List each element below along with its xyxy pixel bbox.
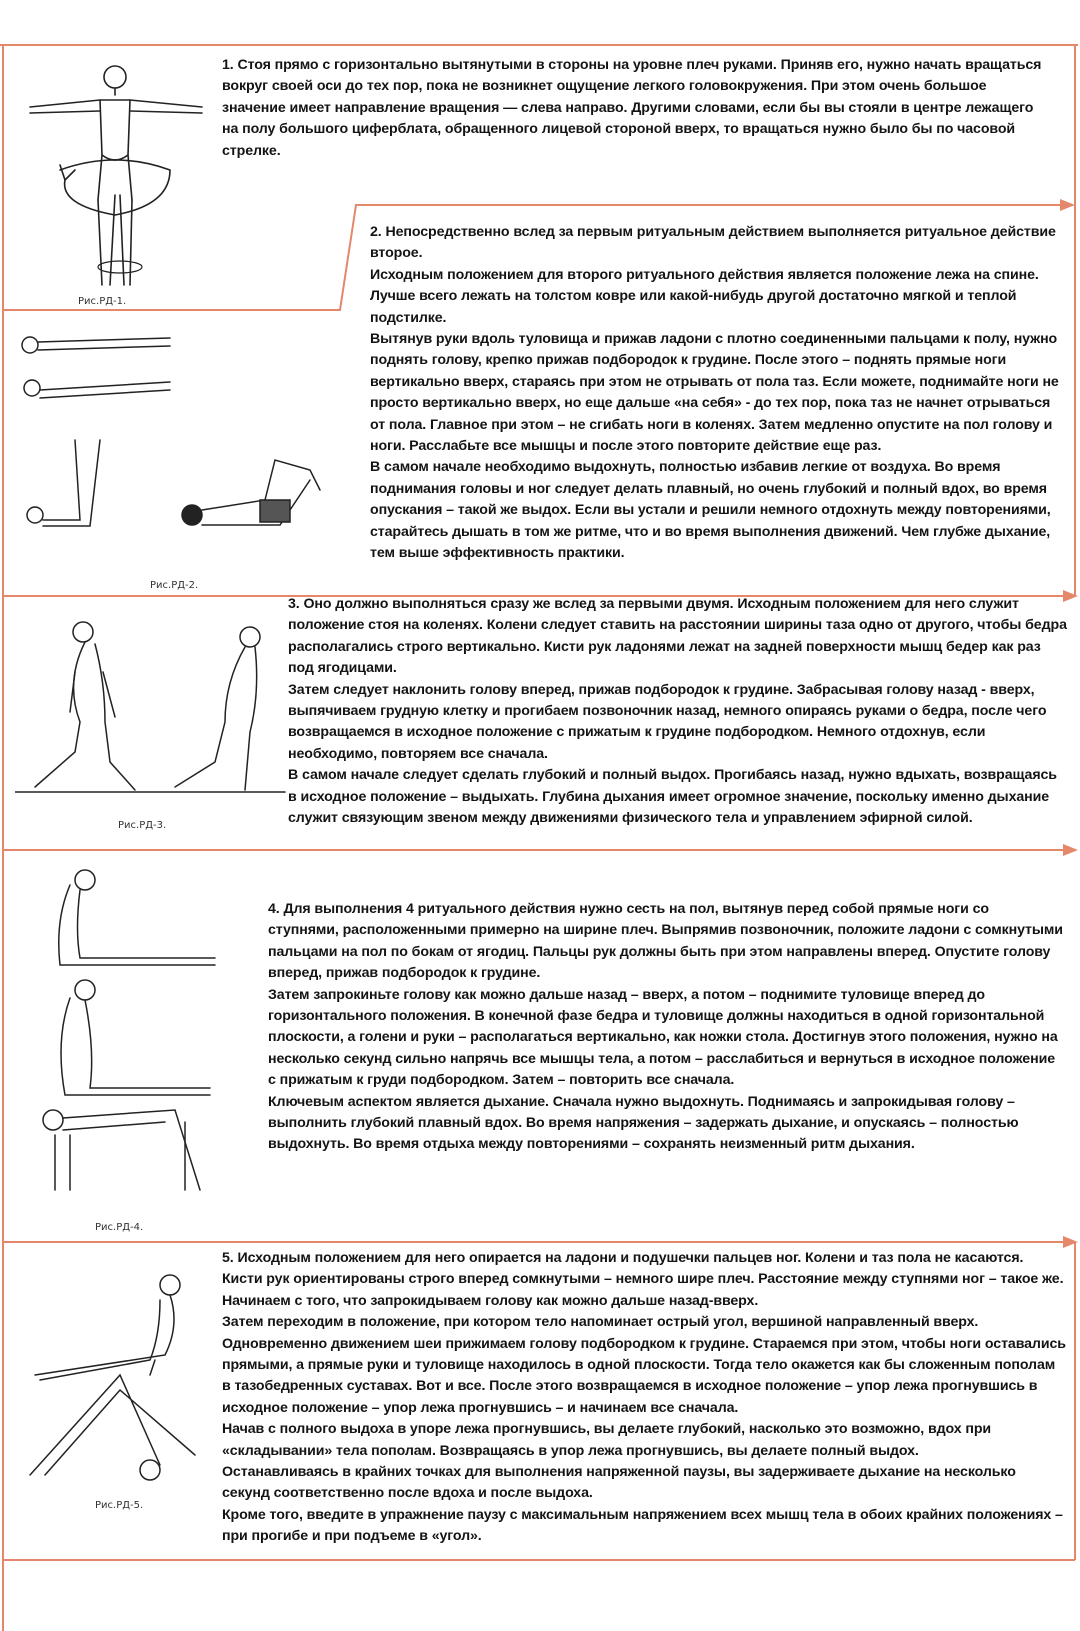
paragraph: 2. Непосредственно вслед за первым ритуальным действием выполняется ритуальное действие второе.: [370, 224, 1056, 262]
figure-table-pose: [25, 860, 225, 1200]
section-text: [222, 1248, 1067, 1548]
paragraph: Вытянув руки вдоль туловища и прижав ладони с плотно соединенными пальцами к полу, нужно поднять голову, крепко прижав подбородок к грудине. После этого – поднять прямые ноги вертикально вверх, стараясь при этом не отрывать от пола таз. Если можете, поднимайте ноги не просто вертикально вверх, но еще дальше «на себя» - до тех пор, пока таз не начнет отрываться от пола. Главное при этом – не сгибать ноги в коленях. Затем медленно опустите на пол голову и ноги. Расслабьте все мышцы и после этого повторите действие еще раз.: [370, 331, 1059, 455]
section-text: [268, 899, 1063, 1156]
paragraph: Начав с полного выдоха в упоре лежа прогнувшись, вы делаете глубокий, насколько это возможно, вдох при «складывании» тела пополам. Возвращаясь в упор лежа прогнувшись, вы делаете полный выдох.: [222, 1421, 992, 1459]
paragraph: 1. Стоя прямо с горизонтально вытянутыми в стороны на уровне плеч руками. Приняв его, нужно начать вращаться вокруг своей оси до тех пор, пока не возникнет ощущение легкого головокружения. При этом очень большое значение имеет направление вращения — слева направо. Другими словами, если бы вы стояли в центре лежащего на полу большого циферблата, обращенного лицевой стороной вверх, то вращаться нужно было бы по часовой стрелке.: [222, 57, 1042, 159]
paragraph: Начинаем с того, что запрокидываем голову как можно дальше назад-вверх.: [222, 1292, 759, 1309]
paragraph: 4. Для выполнения 4 ритуального действия нужно сесть на пол, вытянув перед собой прямые ноги со ступнями, расположенными примерно на ширине плеч. Выпрямив позвоночник, положите ладони с сомкнутыми пальцами на пол по бокам от ягодиц. Пальцы рук должны быть при этом направлены вперед. Опустите голову вперед, прижав подбородок к грудине.: [268, 901, 1063, 982]
paragraph: Затем переходим в положение, при котором тело напоминает острый угол, вершиной направленный вверх. Одновременно движением шеи прижимаем голову подбородком к грудине. Стараемся при этом, чтобы ноги оставались прямыми, а прямые руки и туловище находилось в одной плоскости. Тогда тело окажется как бы сложенным пополам в тазобедренных суставах. Вот и все. После этого возвращаемся в исходное положение – упор лежа прогнувшись в исходное положение – упор лежа прогнувшись – и начинаем все сначала.: [222, 1314, 1066, 1416]
paragraph: Затем следует наклонить голову вперед, прижав подбородок к грудине. Забрасывая голову назад - вверх, выпячиваем грудную клетку и прогибаем позвоночник назад, немного опираясь руками о бедра, после чего возвращаемся в исходное положение с прижатым к грудине подбородком. Немного отдохнув, если необходимо, повторяем все сначала.: [288, 681, 1047, 762]
paragraph: В самом начале необходимо выдохнуть, полностью избавив легкие от воздуха. Во время поднимания головы и ног следует делать плавный, но очень глубокий и полный вдох, во время опускания – такой же выдох. Если вы устали и решили немного отдохнуть между повторениями, старайтесь дышать в том же ритме, что и во время выполнения движений. Чем глубже дыхание, тем выше эффективность практики.: [370, 459, 1051, 562]
figure-kneeling-backbend: [15, 612, 290, 802]
paragraph: Останавливаясь в крайних точках для выполнения напряженной паузы, вы задерживаете дыхание на несколько секунд соответственно после вдоха и после выдоха.: [222, 1464, 1016, 1502]
paragraph: В самом начале следует сделать глубокий и полный выдох. Прогибаясь назад, нужно вдыхать, возвращаясь в исходное положение – выдыхать. Глубина дыхания имеет огромное значение, поскольку именно дыхание служит связующим звеном между движениями физического тела и управлением эфирной силой.: [288, 767, 1057, 827]
paragraph: 5. Исходным положением для него опирается на ладони и подушечки пальцев ног. Колени и таз пола не касаются. Кисти рук ориентированы строго вперед сомкнутыми – немного шире плеч. Расстояние между ступнями ног – такое же.: [222, 1250, 1064, 1288]
figure-standing-rotation: [20, 55, 210, 295]
section-text: [222, 55, 1052, 162]
figure-caption: Рис.РД-4.: [95, 1222, 144, 1233]
figure-downward-dog: [20, 1265, 220, 1485]
section-text: [370, 222, 1065, 565]
figure-caption: Рис.РД-5.: [95, 1500, 144, 1511]
section-text: [288, 594, 1068, 829]
paragraph: Ключевым аспектом является дыхание. Сначала нужно выдохнуть. Поднимаясь и запрокидывая голову – выполнить глубокий плавный вдох. Во время напряжения – задержать дыхание, и опускаясь – полностью выдохнуть. Во время отдыха между повторениями – сохранять неизменный ритм дыхания.: [268, 1093, 1019, 1153]
figure-caption: Рис.РД-3.: [118, 820, 167, 831]
paragraph: Затем запрокиньте голову как можно дальше назад – вверх, а потом – поднимите туловище вперед до горизонтального положения. В конечной фазе бедра и туловище должны находиться в одной горизонтальной плоскости, а голени и руки – располагаться вертикально, как ножки стола. Достигнув этого положения, нужно на несколько секунд сильно напрячь все мышцы тела, а потом – расслабиться и вернуться в исходное положение с прижатым к груди подбородком. Затем – повторить все сначала.: [268, 986, 1058, 1089]
paragraph: Кроме того, введите в упражнение паузу с максимальным напряжением всех мышц тела в обоих крайних положениях – при прогибе и при подъеме в «угол».: [222, 1506, 1063, 1545]
figure-caption: Рис.РД-2.: [150, 580, 199, 591]
paragraph: 3. Оно должно выполняться сразу же вслед за первыми двумя. Исходным положением для него служит положение стоя на коленях. Колени следует ставить на расстоянии ширины таза одно от другого, чтобы бедра располагались строго вертикально. Кисти рук ладонями лежат на задней поверхности мышц бедер как раз под ягодицами.: [288, 596, 1067, 677]
figure-lying-leg-raise: [10, 320, 340, 580]
paragraph: Исходным положением для второго ритуального действия является положение лежа на спине. Лучше всего лежать на толстом ковре или какой-нибудь другой достаточно мягкой и теплой подстилке.: [370, 266, 1039, 326]
figure-caption: Рис.РД-1.: [78, 296, 127, 307]
